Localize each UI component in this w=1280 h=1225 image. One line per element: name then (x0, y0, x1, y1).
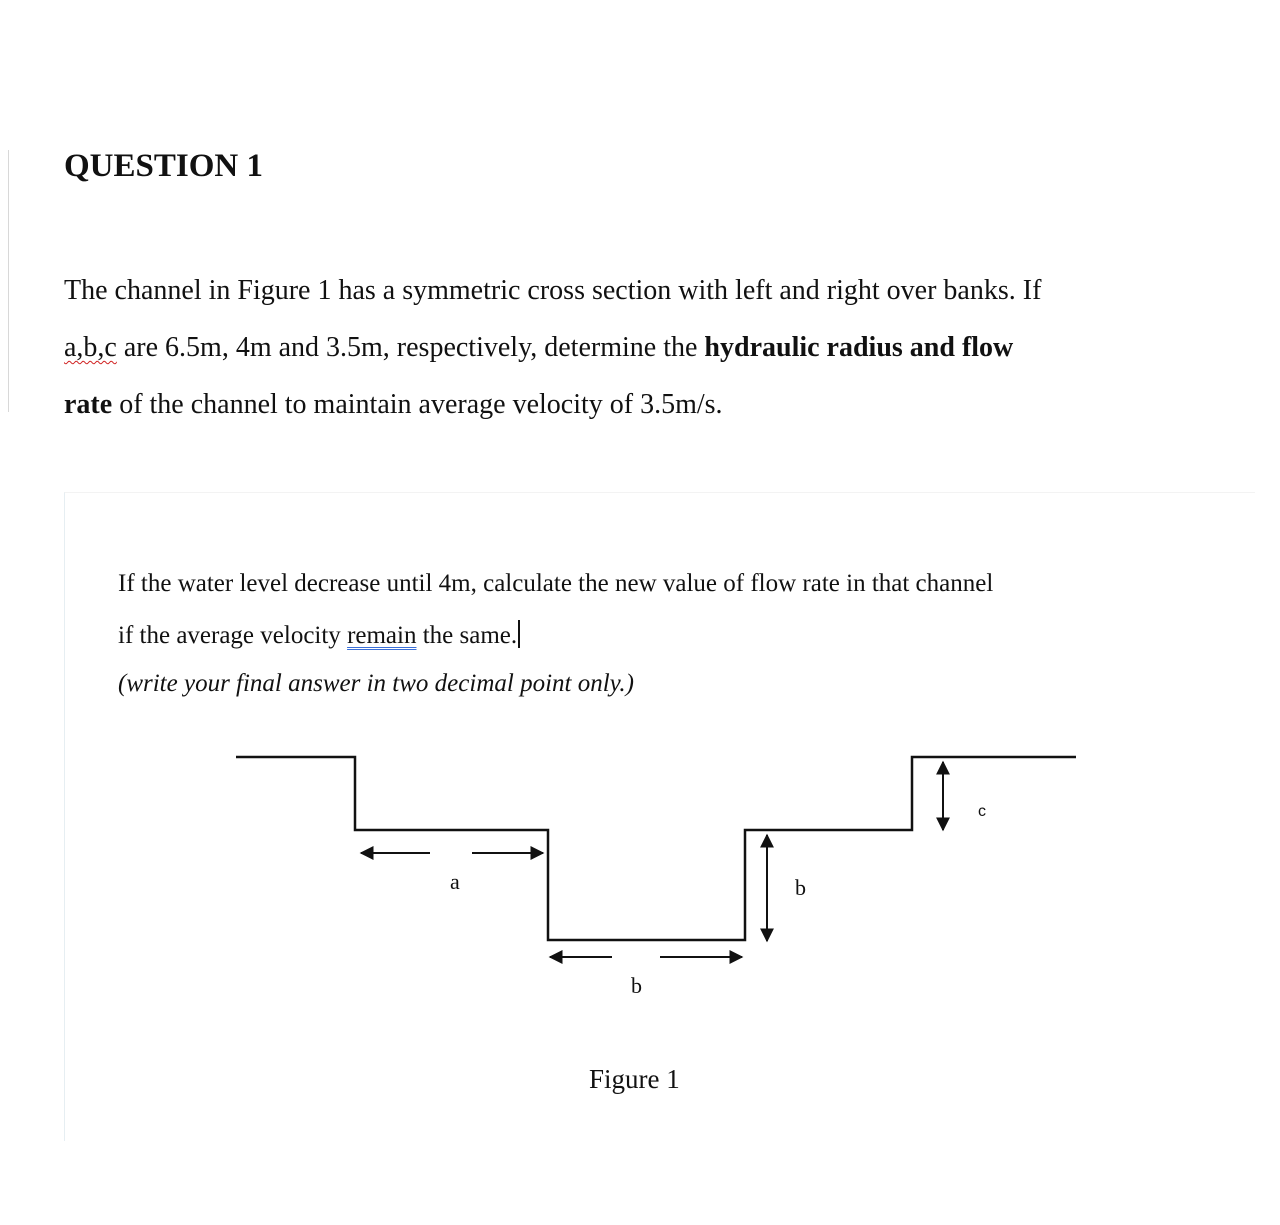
figure-caption: Figure 1 (589, 1064, 680, 1094)
spellcheck-word[interactable]: a,b,c (64, 332, 117, 363)
label-b-side: b (795, 875, 806, 900)
grammar-flag-word[interactable]: remain (347, 622, 417, 649)
channel-profile (236, 757, 1076, 940)
subquestion-line-2: if the average velocity remain the same. (118, 610, 993, 662)
question-line-1: The channel in Figure 1 has a symmetric cross section with left and right over banks. If (64, 275, 1042, 306)
label-c: c (978, 803, 986, 820)
subquestion-line-1: If the water level decrease until 4m, calculate the new value of flow rate in that channel (118, 570, 994, 597)
label-a: a (450, 869, 460, 894)
question-title: QUESTION 1 (64, 148, 263, 184)
bold-phrase: hydraulic radius and flow (704, 332, 1014, 363)
subquestion-hint: (write your final answer in two decimal point only.) (118, 670, 634, 697)
bold-phrase-cont: rate (64, 389, 113, 420)
question-line-3: rate of the channel to maintain average velocity of 3.5m/s. (64, 389, 723, 420)
label-b-bottom: b (631, 973, 642, 998)
question-line-2: a,b,c are 6.5m, 4m and 3.5m, respectively, determine the hydraulic radius and flow (64, 332, 1014, 363)
